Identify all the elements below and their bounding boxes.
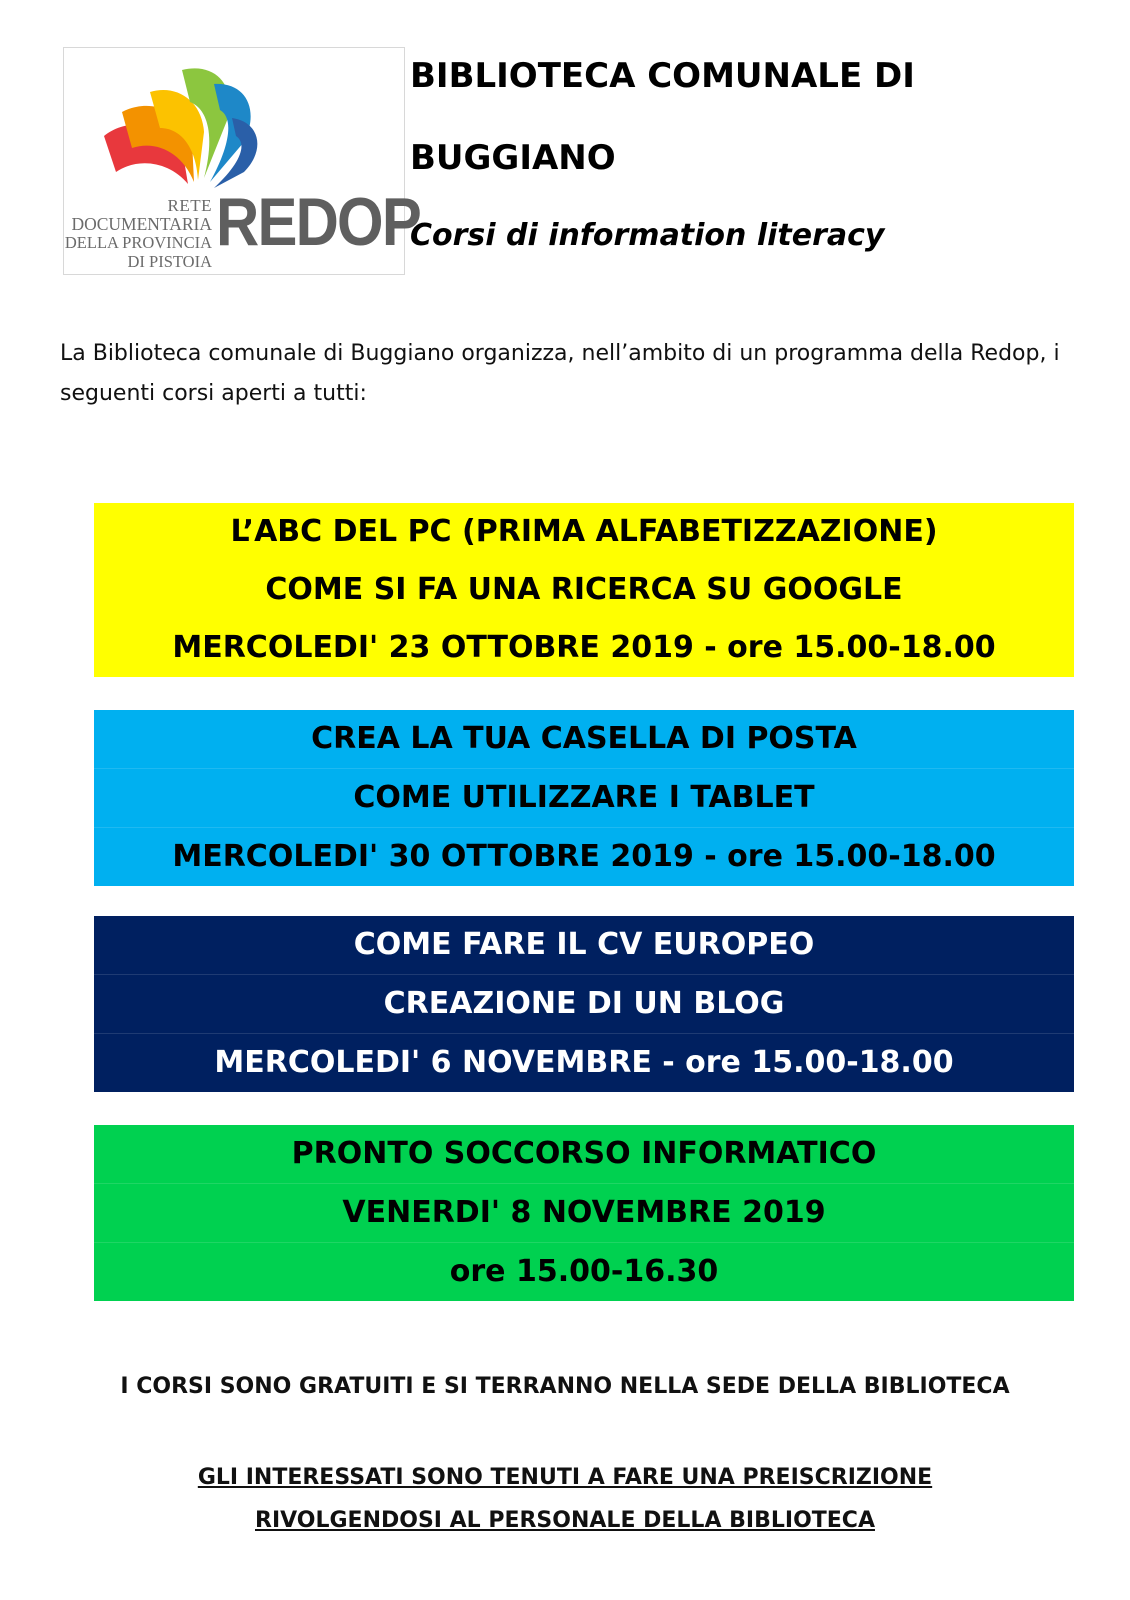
course-box-pc-basics bbox=[94, 503, 1074, 677]
course-box-first-aid-it bbox=[94, 1125, 1074, 1301]
course-line: COME FARE IL CV EUROPEO bbox=[353, 927, 815, 962]
course-box-cv-blog bbox=[94, 916, 1074, 1092]
course-date: VENERDI' 8 NOVEMBRE 2019 bbox=[94, 1183, 1074, 1242]
course-date: MERCOLEDI' 23 OTTOBRE 2019 - ore 15.00-18.00 bbox=[172, 630, 996, 665]
course-box-email-tablet bbox=[94, 710, 1074, 886]
course-date: MERCOLEDI' 6 NOVEMBRE - ore 15.00-18.00 bbox=[94, 1033, 1074, 1092]
logo-provincia-text: DELLA PROVINCIA bbox=[64, 233, 212, 252]
redop-logo bbox=[63, 47, 421, 275]
logo-documentaria-text: DOCUMENTARIA bbox=[71, 214, 212, 234]
page-subtitle: Corsi di information literacy bbox=[410, 218, 885, 253]
course-line: L’ABC DEL PC (PRIMA ALFABETIZZAZIONE) bbox=[230, 514, 938, 549]
course-line: COME SI FA UNA RICERCA SU GOOGLE bbox=[265, 572, 903, 607]
intro-paragraph: La Biblioteca comunale di Buggiano organizza, nell’ambito di un programma della Redop, i seguenti corsi aperti a tutti: bbox=[60, 341, 1060, 406]
course-line: PRONTO SOCCORSO INFORMATICO bbox=[291, 1136, 877, 1171]
logo-redop-text: REDOP bbox=[216, 184, 421, 260]
logo-rete-text: RETE bbox=[167, 196, 212, 215]
page-title-line1: BIBLIOTECA COMUNALE DI bbox=[410, 56, 915, 96]
course-line: CREA LA TUA CASELLA DI POSTA bbox=[311, 721, 857, 756]
free-courses-notice: I CORSI SONO GRATUITI E SI TERRANNO NELLA SEDE DELLA BIBLIOTECA bbox=[120, 1374, 1010, 1399]
page-title-line2: BUGGIANO bbox=[410, 138, 616, 178]
preregistration-notice-line2: RIVOLGENDOSI AL PERSONALE DELLA BIBLIOTECA bbox=[255, 1508, 875, 1533]
course-line: CREAZIONE DI UN BLOG bbox=[94, 974, 1074, 1033]
course-line: COME UTILIZZARE I TABLET bbox=[94, 768, 1074, 827]
course-time: ore 15.00-16.30 bbox=[94, 1242, 1074, 1301]
course-date: MERCOLEDI' 30 OTTOBRE 2019 - ore 15.00-18.00 bbox=[94, 827, 1074, 886]
preregistration-notice-line1: GLI INTERESSATI SONO TENUTI A FARE UNA PREISCRIZIONE bbox=[197, 1465, 933, 1490]
logo-pistoia-text: DI PISTOIA bbox=[127, 252, 212, 271]
